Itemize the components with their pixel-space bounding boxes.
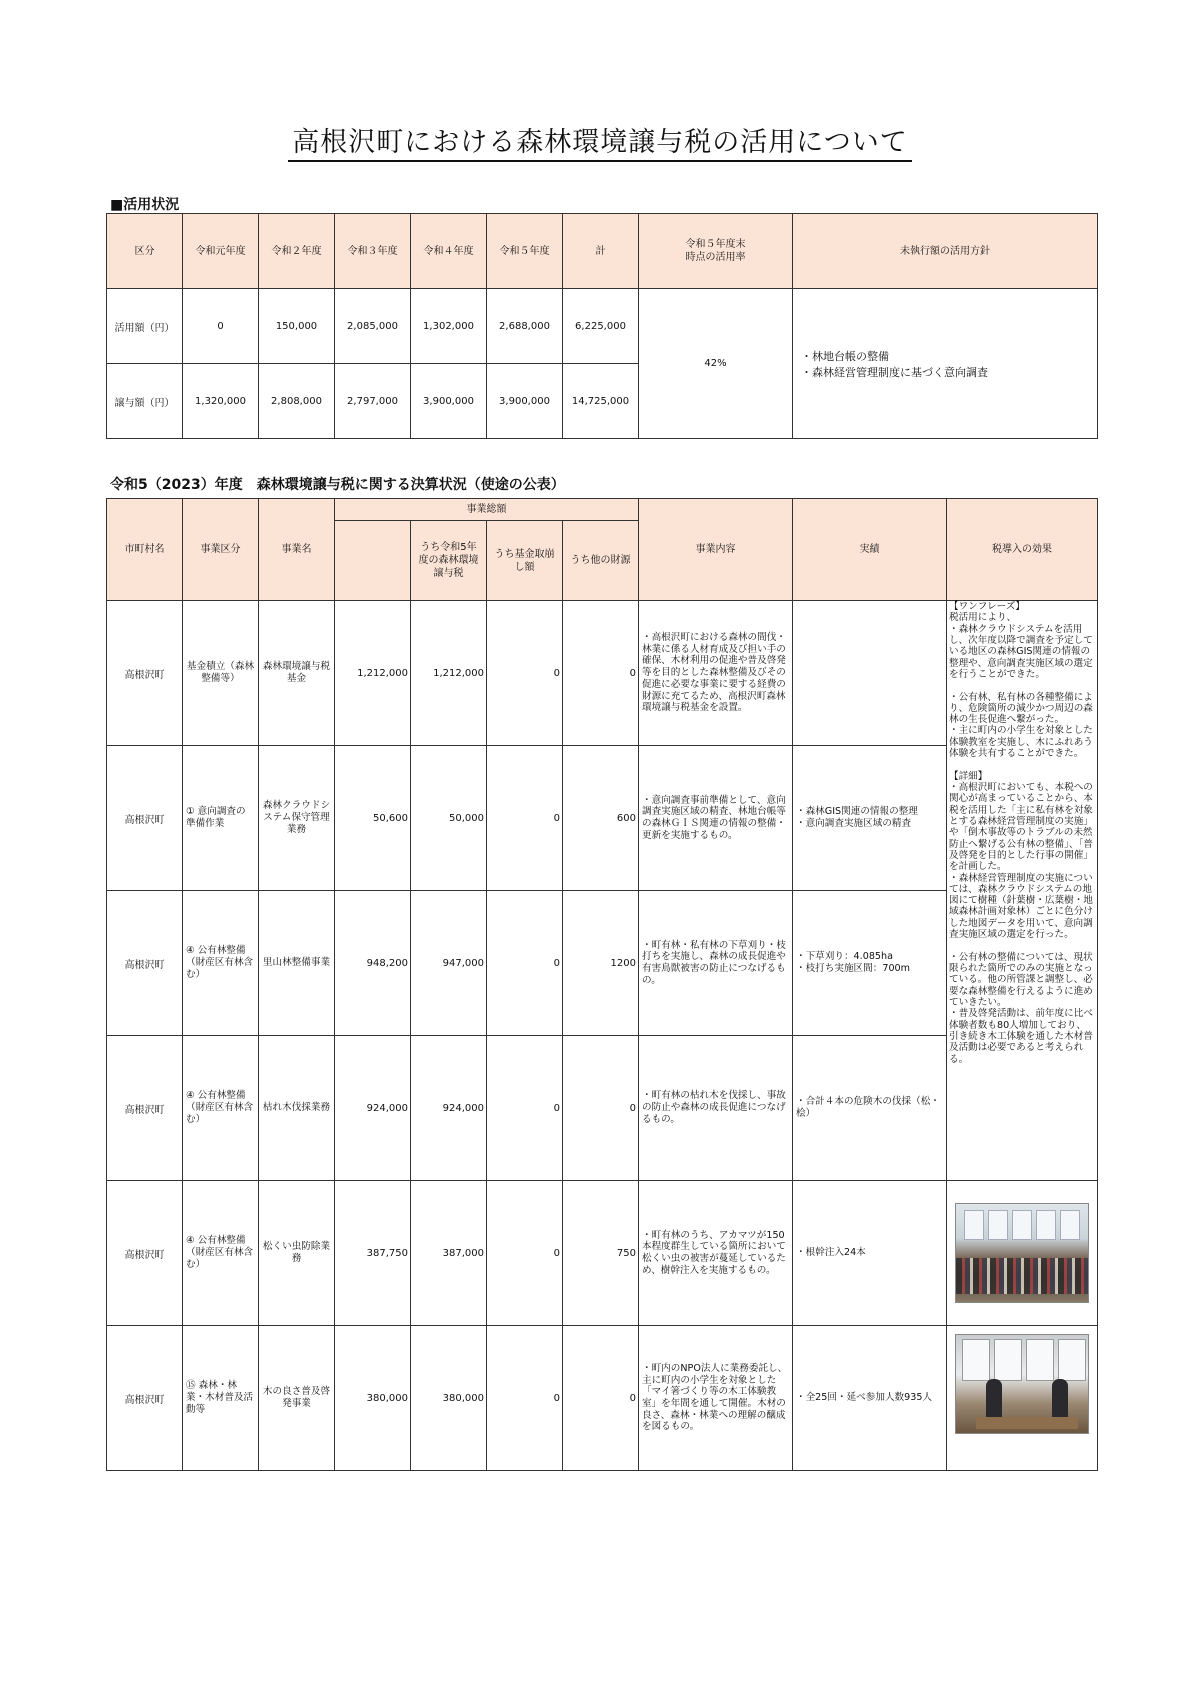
header-total-group: 事業総額 [335, 499, 639, 521]
value-cell: 3,900,000 [411, 364, 487, 439]
project-name-cell: 木の良さ普及啓発事業 [259, 1326, 335, 1471]
tax-cell: 1,212,000 [411, 601, 487, 746]
usage-row-used [107, 289, 1098, 364]
project-name-cell: 森林クラウドシステム保守管理業務 [259, 746, 335, 891]
header-r3: 令和３年度 [335, 214, 411, 289]
tax-cell: 947,000 [411, 891, 487, 1036]
total-cell: 380,000 [335, 1326, 411, 1471]
page-title: 高根沢町における森林環境譲与税の活用について [0, 120, 1200, 159]
tax-cell: 924,000 [411, 1036, 487, 1181]
result-cell [793, 601, 947, 746]
value-cell: 1,320,000 [183, 364, 259, 439]
classroom-photo [955, 1203, 1089, 1303]
municipality-cell: 高根沢町 [107, 891, 183, 1036]
result-cell: ・下草刈り：4.085ha ・枝打ち実施区間：700m [793, 891, 947, 1036]
photo-cell [947, 1326, 1098, 1471]
municipality-cell: 高根沢町 [107, 746, 183, 891]
category-cell: ④ 公有林整備（財産区有林含む） [183, 1181, 259, 1326]
result-cell: ・森林GIS関連の情報の整理 ・意向調査実施区域の精査 [793, 746, 947, 891]
municipality-cell: 高根沢町 [107, 1036, 183, 1181]
usage-rate: 42% [639, 289, 793, 439]
header-municipality: 市町村名 [107, 499, 183, 601]
header-r5: 令和５年度 [487, 214, 563, 289]
policy-text: ・林地台帳の整備 ・森林経営管理制度に基づく意向調査 [793, 289, 1098, 439]
other-cell: 600 [563, 746, 639, 891]
header-total-blank [335, 521, 411, 601]
header-r4: 令和４年度 [411, 214, 487, 289]
header-result: 実績 [793, 499, 947, 601]
value-cell: 0 [183, 289, 259, 364]
content-cell: ・町有林のうち、アカマツが150本程度群生している箇所において松くい虫の被害が蔓延しているため、樹幹注入を実施するもの。 [639, 1181, 793, 1326]
content-cell: ・高根沢町における森林の間伐・林業に係る人材育成及び担い手の確保、木材利用の促進や普及啓発等を目的とした森林整備及びその促進に必要な事業に要する経費の財源に充てるため、高根沢町森林環境譲与税基金を設置。 [639, 601, 793, 746]
other-cell: 1200 [563, 891, 639, 1036]
result-cell: ・根幹注入24本 [793, 1181, 947, 1326]
section-heading-usage: ■活用状況 [110, 197, 180, 213]
value-cell: 3,900,000 [487, 364, 563, 439]
settlement-table [106, 498, 1098, 1471]
settlement-header-row-1 [107, 499, 1098, 521]
row-label: 活用額（円） [107, 289, 183, 364]
tax-cell: 50,000 [411, 746, 487, 891]
table-row [107, 1181, 1098, 1326]
content-cell: ・町有林・私有林の下草刈り・枝打ちを実施し、森林の成長促進や有害鳥獣被害の防止につなげるもの。 [639, 891, 793, 1036]
header-r1: 令和元年度 [183, 214, 259, 289]
result-cell: ・合計４本の危険木の伐採（松・桧） [793, 1036, 947, 1181]
header-total: 計 [563, 214, 639, 289]
total-cell: 924,000 [335, 1036, 411, 1181]
other-cell: 750 [563, 1181, 639, 1326]
fund-cell: 0 [487, 1326, 563, 1471]
value-cell: 150,000 [259, 289, 335, 364]
category-cell: ① 意向調査の準備作業 [183, 746, 259, 891]
project-name-cell: 枯れ木伐採業務 [259, 1036, 335, 1181]
fund-cell: 0 [487, 891, 563, 1036]
value-cell: 2,085,000 [335, 289, 411, 364]
project-name-cell: 里山林整備事業 [259, 891, 335, 1036]
header-category: 事業区分 [183, 499, 259, 601]
tax-cell: 380,000 [411, 1326, 487, 1471]
category-cell: ④ 公有林整備（財産区有林含む） [183, 1036, 259, 1181]
value-cell: 2,797,000 [335, 364, 411, 439]
header-name: 事業名 [259, 499, 335, 601]
header-content: 事業内容 [639, 499, 793, 601]
header-effect: 税導入の効果 [947, 499, 1098, 601]
project-name-cell: 松くい虫防除業務 [259, 1181, 335, 1326]
header-r2: 令和２年度 [259, 214, 335, 289]
total-cell: 948,200 [335, 891, 411, 1036]
value-cell: 2,808,000 [259, 364, 335, 439]
category-cell: ④ 公有林整備（財産区有林含む） [183, 891, 259, 1036]
header-sub-other: うち他の財源 [563, 521, 639, 601]
table-row [107, 601, 1098, 746]
content-cell: ・町有林の枯れ木を伐採し、事故の防止や森林の成長促進につなげるもの。 [639, 1036, 793, 1181]
total-cell: 387,750 [335, 1181, 411, 1326]
row-label: 譲与額（円） [107, 364, 183, 439]
workshop-photo [955, 1334, 1089, 1434]
usage-header-row [107, 214, 1098, 289]
other-cell: 0 [563, 1036, 639, 1181]
header-sub-tax: うち令和5年 度の森林環境 譲与税 [411, 521, 487, 601]
fund-cell: 0 [487, 746, 563, 891]
municipality-cell: 高根沢町 [107, 1326, 183, 1471]
fund-cell: 0 [487, 601, 563, 746]
content-cell: ・町内のNPO法人に業務委託し、主に町内の小学生を対象とした「マイ箸づくり等の木工体験教室」を年間を通して開催。木材の良さ、森林・林業への理解の醸成を図るもの。 [639, 1326, 793, 1471]
table-row [107, 1326, 1098, 1471]
category-cell: ⑮ 森林・林業・木材普及活動等 [183, 1326, 259, 1471]
municipality-cell: 高根沢町 [107, 1181, 183, 1326]
header-rate: 令和５年度末 時点の活用率 [639, 214, 793, 289]
project-name-cell: 森林環境譲与税基金 [259, 601, 335, 746]
value-cell: 14,725,000 [563, 364, 639, 439]
effect-text: 【ワンフレーズ】 税活用により、 ・森林クラウドシステムを活用し、次年度以降で調査を予定している地区の森林GIS関連の情報の整理や、意向調査実施区域の選定を行うことができた。 ・公有林、私有林の各種整備により、危険箇所の減少かつ周辺の森林の生長促進へ繋がった。 ・主に町内の小学生を対象とした体験教室を実施し、木にふれあう体験を共有することができた。 【詳細】 ・高根沢町においても、本税への関心が高まっていることから、本税を活用した「主に私有林を対象とする森林経営管理制度の実施」や「倒木事故等のトラブルの未然防止へ繋げる公有林の整備」、「普及啓発を目的とした行事の開催」を計画した。 ・森林経営管理制度の実施については、森林クラウドシステムの地図にて樹種（針葉樹・広葉樹・地域森林計画対象林）ごとに色分けした地図データを用いて、意向調査実施区域の選定を行った。 ・公有林の整備については、現状限られた箇所でのみの実施となっている。他の所管課と調整し、必要な森林整備を行えるように進めていきたい。 ・普及啓発活動は、前年度に比べ体験者数も80人増加しており、引き続き木工体験を通した木材普及活動は必要であると考えられる。 [947, 601, 1098, 1181]
value-cell: 1,302,000 [411, 289, 487, 364]
fund-cell: 0 [487, 1036, 563, 1181]
other-cell: 0 [563, 601, 639, 746]
section-heading-settlement: 令和5（2023）年度 森林環境譲与税に関する決算状況（使途の公表） [110, 477, 565, 493]
content-cell: ・意向調査事前準備として、意向調査実施区域の精査、林地台帳等の森林ＧＩＳ関連の情報の整備・更新を実施するもの。 [639, 746, 793, 891]
value-cell: 2,688,000 [487, 289, 563, 364]
municipality-cell: 高根沢町 [107, 601, 183, 746]
header-kubun: 区分 [107, 214, 183, 289]
category-cell: 基金積立（森林整備等） [183, 601, 259, 746]
fund-cell: 0 [487, 1181, 563, 1326]
total-cell: 1,212,000 [335, 601, 411, 746]
value-cell: 6,225,000 [563, 289, 639, 364]
usage-table [106, 213, 1098, 439]
header-sub-fund: うち基金取崩 し額 [487, 521, 563, 601]
result-cell: ・全25回・延べ参加人数935人 [793, 1326, 947, 1471]
header-policy: 未執行額の活用方針 [793, 214, 1098, 289]
total-cell: 50,600 [335, 746, 411, 891]
tax-cell: 387,000 [411, 1181, 487, 1326]
other-cell: 0 [563, 1326, 639, 1471]
photo-cell [947, 1181, 1098, 1326]
